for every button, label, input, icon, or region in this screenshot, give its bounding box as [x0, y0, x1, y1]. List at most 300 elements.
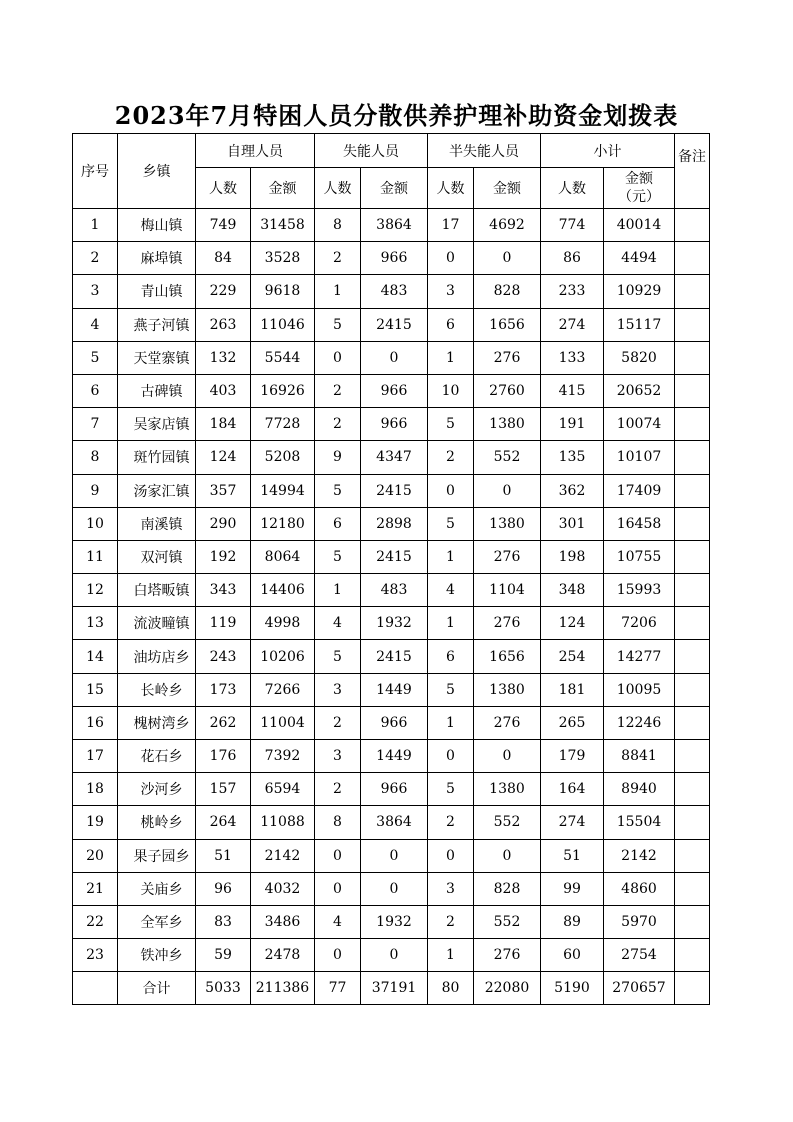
row-subtotal-amount: 20652: [604, 374, 675, 407]
row-subtotal-count: 60: [541, 939, 604, 972]
row-seq: 11: [73, 540, 118, 573]
header-subtotal-amount-yuan: 金额（元）: [604, 168, 675, 209]
row-semi-count: 5: [428, 673, 474, 706]
row-town: 燕子河镇: [118, 308, 196, 341]
table-row: [73, 308, 710, 341]
row-subtotal-count: 51: [541, 839, 604, 872]
row-town: 槐树湾乡: [118, 706, 196, 739]
row-seq: 10: [73, 507, 118, 540]
table-row: [73, 275, 710, 308]
row-seq: 22: [73, 905, 118, 938]
row-disabled-amount: 2415: [361, 540, 428, 573]
row-semi-amount: 552: [474, 441, 541, 474]
row-seq: 21: [73, 872, 118, 905]
row-remark: [675, 640, 710, 673]
row-disabled-count: 3: [315, 740, 361, 773]
row-semi-count: 1: [428, 706, 474, 739]
row-self-amount: 7392: [251, 740, 315, 773]
table-row: [73, 408, 710, 441]
row-semi-count: 17: [428, 209, 474, 242]
row-disabled-count: 8: [315, 209, 361, 242]
row-self-amount: 16926: [251, 374, 315, 407]
table-row: [73, 607, 710, 640]
total-subtotal-count: 5190: [541, 972, 604, 1005]
row-self-amount: 5544: [251, 341, 315, 374]
row-semi-count: 0: [428, 242, 474, 275]
table-header: [73, 134, 710, 209]
header-group-disabled: 失能人员: [315, 134, 428, 168]
row-disabled-amount: 0: [361, 872, 428, 905]
row-self-count: 357: [196, 474, 251, 507]
row-self-amount: 10206: [251, 640, 315, 673]
row-self-amount: 4032: [251, 872, 315, 905]
row-subtotal-count: 774: [541, 209, 604, 242]
row-remark: [675, 275, 710, 308]
row-subtotal-count: 233: [541, 275, 604, 308]
page-title: 2023年7月特困人员分散供养护理补助资金划拨表: [114, 101, 679, 130]
row-subtotal-amount: 4860: [604, 872, 675, 905]
row-town: 汤家汇镇: [118, 474, 196, 507]
row-semi-count: 0: [428, 474, 474, 507]
row-remark: [675, 872, 710, 905]
row-self-amount: 7728: [251, 408, 315, 441]
row-subtotal-amount: 2754: [604, 939, 675, 972]
total-self-count: 5033: [196, 972, 251, 1005]
row-self-count: 83: [196, 905, 251, 938]
row-subtotal-amount: 8940: [604, 773, 675, 806]
row-self-count: 229: [196, 275, 251, 308]
total-disabled-amount: 37191: [361, 972, 428, 1005]
row-subtotal-count: 181: [541, 673, 604, 706]
row-remark: [675, 574, 710, 607]
row-remark: [675, 242, 710, 275]
row-subtotal-amount: 10074: [604, 408, 675, 441]
total-semi-count: 80: [428, 972, 474, 1005]
row-disabled-amount: 0: [361, 939, 428, 972]
row-subtotal-count: 99: [541, 872, 604, 905]
row-semi-amount: 828: [474, 872, 541, 905]
row-town: 麻埠镇: [118, 242, 196, 275]
row-disabled-amount: 0: [361, 341, 428, 374]
row-disabled-amount: 3864: [361, 209, 428, 242]
row-disabled-amount: 0: [361, 839, 428, 872]
row-semi-count: 0: [428, 839, 474, 872]
row-disabled-count: 4: [315, 607, 361, 640]
row-semi-amount: 276: [474, 540, 541, 573]
row-disabled-amount: 4347: [361, 441, 428, 474]
row-disabled-count: 1: [315, 275, 361, 308]
row-semi-count: 1: [428, 939, 474, 972]
total-row: [73, 972, 710, 1005]
row-disabled-amount: 2415: [361, 308, 428, 341]
row-self-count: 176: [196, 740, 251, 773]
row-remark: [675, 905, 710, 938]
row-self-count: 262: [196, 706, 251, 739]
header-remark: 备注: [675, 134, 710, 209]
table-row: [73, 640, 710, 673]
table-row: [73, 839, 710, 872]
row-town: 果子园乡: [118, 839, 196, 872]
header-disabled-count: 人数: [315, 168, 361, 209]
row-seq: 15: [73, 673, 118, 706]
row-disabled-amount: 2415: [361, 474, 428, 507]
row-semi-amount: 552: [474, 806, 541, 839]
total-seq-cell: [73, 972, 118, 1005]
row-disabled-amount: 1932: [361, 607, 428, 640]
row-disabled-amount: 966: [361, 773, 428, 806]
header-disabled-amount: 金额: [361, 168, 428, 209]
row-semi-count: 2: [428, 905, 474, 938]
allocation-table: [72, 133, 710, 1005]
row-remark: [675, 607, 710, 640]
row-subtotal-count: 89: [541, 905, 604, 938]
row-subtotal-amount: 8841: [604, 740, 675, 773]
row-subtotal-count: 124: [541, 607, 604, 640]
row-semi-count: 5: [428, 773, 474, 806]
row-seq: 4: [73, 308, 118, 341]
row-town: 花石乡: [118, 740, 196, 773]
row-disabled-count: 0: [315, 341, 361, 374]
row-self-amount: 9618: [251, 275, 315, 308]
row-semi-amount: 4692: [474, 209, 541, 242]
row-semi-count: 0: [428, 740, 474, 773]
row-seq: 18: [73, 773, 118, 806]
header-group-semi: 半失能人员: [428, 134, 541, 168]
row-self-count: 96: [196, 872, 251, 905]
row-self-amount: 3528: [251, 242, 315, 275]
row-town: 关庙乡: [118, 872, 196, 905]
row-seq: 1: [73, 209, 118, 242]
row-self-count: 157: [196, 773, 251, 806]
row-seq: 14: [73, 640, 118, 673]
row-semi-amount: 0: [474, 839, 541, 872]
row-disabled-amount: 966: [361, 706, 428, 739]
row-disabled-count: 5: [315, 308, 361, 341]
row-self-amount: 12180: [251, 507, 315, 540]
row-self-count: 124: [196, 441, 251, 474]
row-semi-count: 2: [428, 806, 474, 839]
row-semi-amount: 276: [474, 706, 541, 739]
row-self-count: 264: [196, 806, 251, 839]
table-row: [73, 341, 710, 374]
row-seq: 13: [73, 607, 118, 640]
total-label: 合计: [118, 972, 196, 1005]
row-disabled-count: 9: [315, 441, 361, 474]
row-semi-count: 1: [428, 607, 474, 640]
row-self-amount: 11004: [251, 706, 315, 739]
row-disabled-amount: 483: [361, 574, 428, 607]
row-remark: [675, 740, 710, 773]
row-semi-count: 10: [428, 374, 474, 407]
row-town: 流波疃镇: [118, 607, 196, 640]
row-subtotal-amount: 10095: [604, 673, 675, 706]
row-disabled-amount: 966: [361, 408, 428, 441]
row-semi-count: 6: [428, 308, 474, 341]
row-town: 青山镇: [118, 275, 196, 308]
row-semi-amount: 276: [474, 607, 541, 640]
row-remark: [675, 308, 710, 341]
row-remark: [675, 209, 710, 242]
row-remark: [675, 507, 710, 540]
row-disabled-count: 2: [315, 374, 361, 407]
table-row: [73, 474, 710, 507]
row-self-amount: 31458: [251, 209, 315, 242]
row-seq: 3: [73, 275, 118, 308]
header-self-amount: 金额: [251, 168, 315, 209]
row-semi-amount: 1656: [474, 640, 541, 673]
row-self-count: 132: [196, 341, 251, 374]
row-remark: [675, 374, 710, 407]
row-subtotal-amount: 15993: [604, 574, 675, 607]
row-self-count: 403: [196, 374, 251, 407]
row-remark: [675, 408, 710, 441]
row-semi-amount: 552: [474, 905, 541, 938]
row-semi-count: 5: [428, 408, 474, 441]
row-self-count: 173: [196, 673, 251, 706]
row-remark: [675, 706, 710, 739]
row-subtotal-count: 198: [541, 540, 604, 573]
row-disabled-count: 3: [315, 673, 361, 706]
row-subtotal-amount: 4494: [604, 242, 675, 275]
row-self-count: 749: [196, 209, 251, 242]
table-row: [73, 872, 710, 905]
total-self-amount: 211386: [251, 972, 315, 1005]
row-semi-count: 6: [428, 640, 474, 673]
row-semi-amount: 1380: [474, 673, 541, 706]
row-semi-amount: 1656: [474, 308, 541, 341]
row-self-amount: 4998: [251, 607, 315, 640]
row-disabled-count: 2: [315, 773, 361, 806]
row-subtotal-amount: 10755: [604, 540, 675, 573]
table-row: [73, 540, 710, 573]
row-self-amount: 11088: [251, 806, 315, 839]
row-subtotal-amount: 10107: [604, 441, 675, 474]
row-semi-count: 3: [428, 872, 474, 905]
table-row: [73, 374, 710, 407]
header-seq: 序号: [73, 134, 118, 209]
row-seq: 20: [73, 839, 118, 872]
row-semi-amount: 0: [474, 242, 541, 275]
row-town: 南溪镇: [118, 507, 196, 540]
row-disabled-count: 0: [315, 872, 361, 905]
row-disabled-amount: 3864: [361, 806, 428, 839]
total-remark-cell: [675, 972, 710, 1005]
row-disabled-amount: 966: [361, 374, 428, 407]
table-row: [73, 740, 710, 773]
table-row: [73, 773, 710, 806]
row-town: 长岭乡: [118, 673, 196, 706]
row-subtotal-amount: 5820: [604, 341, 675, 374]
row-seq: 2: [73, 242, 118, 275]
row-semi-count: 1: [428, 540, 474, 573]
row-town: 古碑镇: [118, 374, 196, 407]
row-disabled-count: 2: [315, 242, 361, 275]
row-semi-count: 5: [428, 507, 474, 540]
row-subtotal-count: 362: [541, 474, 604, 507]
header-semi-amount: 金额: [474, 168, 541, 209]
row-self-count: 184: [196, 408, 251, 441]
row-subtotal-count: 274: [541, 806, 604, 839]
row-town: 吴家店镇: [118, 408, 196, 441]
row-seq: 5: [73, 341, 118, 374]
row-semi-count: 3: [428, 275, 474, 308]
row-self-amount: 7266: [251, 673, 315, 706]
row-subtotal-amount: 5970: [604, 905, 675, 938]
row-subtotal-count: 191: [541, 408, 604, 441]
row-self-amount: 2478: [251, 939, 315, 972]
row-disabled-count: 0: [315, 939, 361, 972]
row-disabled-count: 5: [315, 540, 361, 573]
row-subtotal-count: 265: [541, 706, 604, 739]
row-disabled-count: 5: [315, 640, 361, 673]
row-self-count: 84: [196, 242, 251, 275]
row-subtotal-count: 179: [541, 740, 604, 773]
row-semi-amount: 1380: [474, 507, 541, 540]
row-disabled-amount: 483: [361, 275, 428, 308]
row-disabled-amount: 1932: [361, 905, 428, 938]
table-footer: [73, 972, 710, 1005]
row-subtotal-amount: 14277: [604, 640, 675, 673]
row-remark: [675, 540, 710, 573]
total-subtotal-amount: 270657: [604, 972, 675, 1005]
row-subtotal-amount: 15504: [604, 806, 675, 839]
row-subtotal-count: 348: [541, 574, 604, 607]
row-self-amount: 8064: [251, 540, 315, 573]
header-self-count: 人数: [196, 168, 251, 209]
row-town: 桃岭乡: [118, 806, 196, 839]
row-town: 白塔畈镇: [118, 574, 196, 607]
row-subtotal-amount: 7206: [604, 607, 675, 640]
row-semi-amount: 0: [474, 474, 541, 507]
row-subtotal-amount: 40014: [604, 209, 675, 242]
row-semi-amount: 2760: [474, 374, 541, 407]
row-semi-amount: 828: [474, 275, 541, 308]
row-seq: 8: [73, 441, 118, 474]
row-disabled-count: 1: [315, 574, 361, 607]
row-semi-amount: 0: [474, 740, 541, 773]
row-remark: [675, 773, 710, 806]
row-town: 斑竹园镇: [118, 441, 196, 474]
row-subtotal-count: 274: [541, 308, 604, 341]
row-remark: [675, 839, 710, 872]
row-subtotal-amount: 16458: [604, 507, 675, 540]
row-remark: [675, 341, 710, 374]
row-semi-amount: 1104: [474, 574, 541, 607]
row-semi-count: 1: [428, 341, 474, 374]
row-seq: 23: [73, 939, 118, 972]
row-town: 油坊店乡: [118, 640, 196, 673]
table-row: [73, 507, 710, 540]
row-semi-amount: 276: [474, 341, 541, 374]
row-seq: 12: [73, 574, 118, 607]
row-seq: 17: [73, 740, 118, 773]
header-group-self: 自理人员: [196, 134, 315, 168]
row-subtotal-amount: 15117: [604, 308, 675, 341]
total-semi-amount: 22080: [474, 972, 541, 1005]
row-disabled-amount: 2898: [361, 507, 428, 540]
total-disabled-count: 77: [315, 972, 361, 1005]
table-row: [73, 939, 710, 972]
row-remark: [675, 474, 710, 507]
row-self-amount: 14994: [251, 474, 315, 507]
row-seq: 7: [73, 408, 118, 441]
row-self-count: 51: [196, 839, 251, 872]
table-row: [73, 574, 710, 607]
row-remark: [675, 673, 710, 706]
row-semi-count: 2: [428, 441, 474, 474]
row-remark: [675, 441, 710, 474]
row-self-amount: 6594: [251, 773, 315, 806]
row-subtotal-amount: 17409: [604, 474, 675, 507]
table-row: [73, 209, 710, 242]
row-subtotal-count: 164: [541, 773, 604, 806]
row-self-count: 192: [196, 540, 251, 573]
row-self-amount: 2142: [251, 839, 315, 872]
row-self-count: 243: [196, 640, 251, 673]
table-row: [73, 242, 710, 275]
row-subtotal-amount: 2142: [604, 839, 675, 872]
row-subtotal-count: 86: [541, 242, 604, 275]
row-disabled-count: 0: [315, 839, 361, 872]
row-disabled-amount: 1449: [361, 740, 428, 773]
row-disabled-count: 2: [315, 408, 361, 441]
table-row: [73, 806, 710, 839]
table-row: [73, 706, 710, 739]
row-seq: 6: [73, 374, 118, 407]
row-disabled-count: 5: [315, 474, 361, 507]
row-subtotal-count: 254: [541, 640, 604, 673]
row-semi-amount: 1380: [474, 408, 541, 441]
row-town: 梅山镇: [118, 209, 196, 242]
row-semi-amount: 276: [474, 939, 541, 972]
header-subtotal-count: 人数: [541, 168, 604, 209]
row-self-count: 263: [196, 308, 251, 341]
row-subtotal-count: 133: [541, 341, 604, 374]
row-town: 铁冲乡: [118, 939, 196, 972]
row-subtotal-count: 415: [541, 374, 604, 407]
row-disabled-count: 2: [315, 706, 361, 739]
row-self-count: 343: [196, 574, 251, 607]
row-disabled-count: 8: [315, 806, 361, 839]
table-row: [73, 905, 710, 938]
row-self-amount: 5208: [251, 441, 315, 474]
row-self-amount: 14406: [251, 574, 315, 607]
header-group-subtotal: 小计: [541, 134, 675, 168]
row-self-amount: 3486: [251, 905, 315, 938]
row-self-count: 290: [196, 507, 251, 540]
row-semi-amount: 1380: [474, 773, 541, 806]
row-self-count: 119: [196, 607, 251, 640]
header-semi-count: 人数: [428, 168, 474, 209]
row-seq: 16: [73, 706, 118, 739]
table-row: [73, 673, 710, 706]
row-disabled-count: 6: [315, 507, 361, 540]
row-subtotal-amount: 10929: [604, 275, 675, 308]
row-subtotal-count: 135: [541, 441, 604, 474]
row-seq: 9: [73, 474, 118, 507]
row-disabled-count: 4: [315, 905, 361, 938]
row-remark: [675, 939, 710, 972]
row-seq: 19: [73, 806, 118, 839]
row-disabled-amount: 2415: [361, 640, 428, 673]
table-row: [73, 441, 710, 474]
row-town: 全军乡: [118, 905, 196, 938]
row-disabled-amount: 966: [361, 242, 428, 275]
row-self-count: 59: [196, 939, 251, 972]
row-remark: [675, 806, 710, 839]
header-town: 乡镇: [118, 134, 196, 209]
row-disabled-amount: 1449: [361, 673, 428, 706]
